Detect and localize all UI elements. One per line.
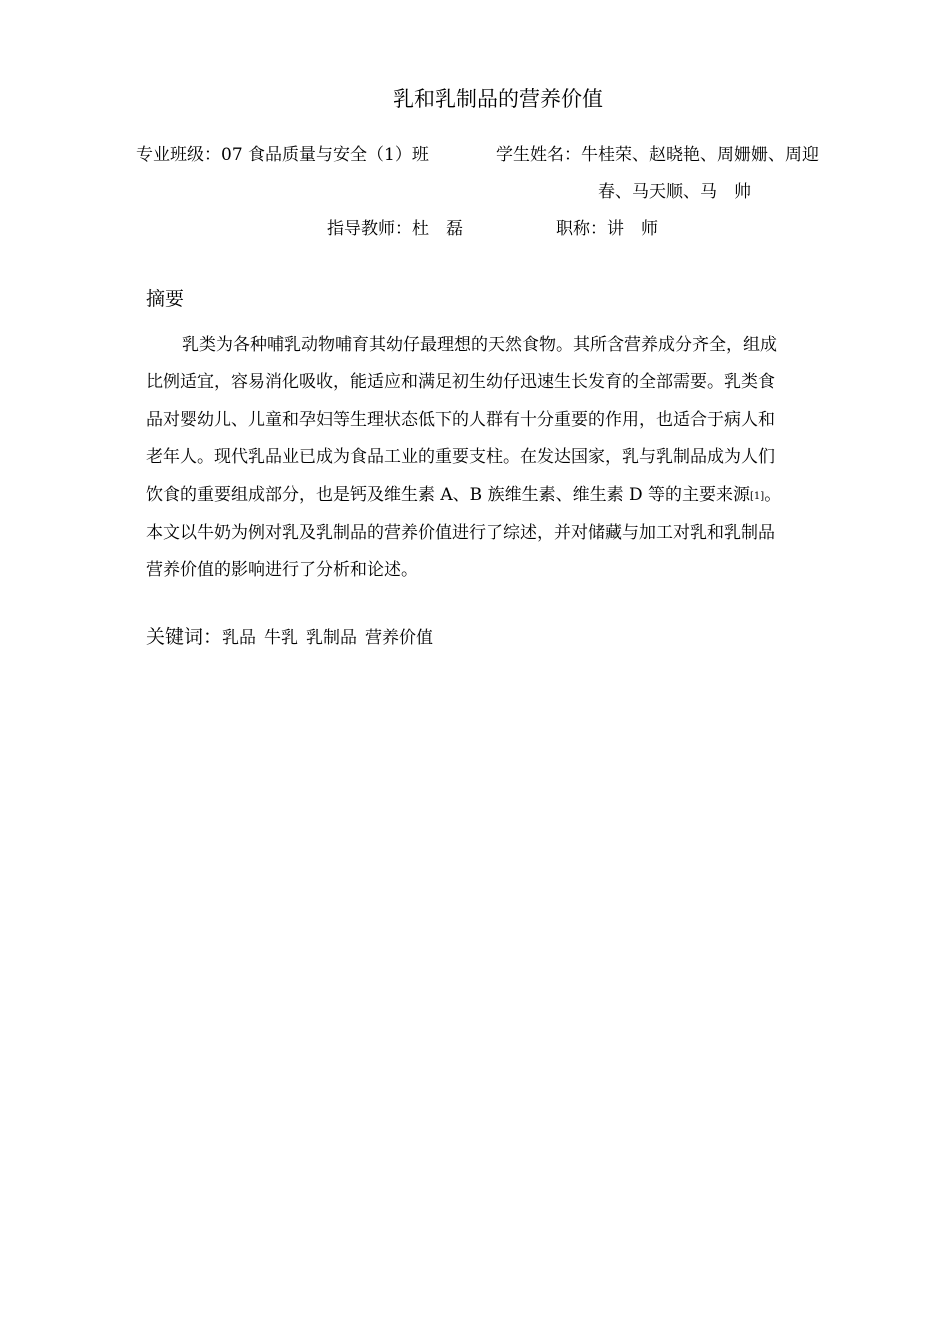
page-title: 乳和乳制品的营养价值: [393, 87, 603, 111]
class-field: [136, 143, 429, 167]
keyword: 乳制品: [306, 628, 358, 648]
abstract-line-with-citation: [146, 477, 858, 515]
students-line-1: 牛桂荣、赵晓艳、周姗姗、周迎: [581, 145, 819, 165]
abstract-line: 品对婴幼儿、儿童和孕妇等生理状态低下的人群有十分重要的作用，也适合于病人和: [146, 409, 775, 430]
keyword: 牛乳: [264, 628, 299, 648]
advisor-field: [327, 217, 463, 241]
abstract-body: [146, 327, 858, 590]
abstract-line: 比例适宜，容易消化吸收，能适应和满足初生幼仔迅速生长发育的全部需要。乳类食: [146, 372, 775, 393]
students-line-2: 春、马天顺、马 帅: [598, 182, 751, 202]
abstract-line: 老年人。现代乳品业已成为食品工业的重要支柱。在发达国家，乳与乳制品成为人们: [146, 447, 775, 468]
rank-label: 职称：: [556, 219, 607, 239]
advisor-value: 杜 磊: [412, 219, 463, 239]
abstract-heading: 摘要: [146, 288, 185, 310]
students-field: [496, 143, 819, 167]
class-value: 07 食品质量与安全（1）班: [221, 145, 429, 165]
class-label: 专业班级：: [136, 145, 221, 165]
abstract-line: 营养价值的影响进行了分析和论述。: [146, 560, 418, 581]
keyword: 营养价值: [365, 628, 434, 648]
abstract-line-text: 饮食的重要组成部分，也是钙及维生素 A、B 族维生素、维生素 D 等的主要来源: [146, 484, 751, 505]
abstract-line: 乳类为各种哺乳动物哺育其幼仔最理想的天然食物。其所含营养成分齐全，组成: [182, 335, 777, 355]
rank-field: [556, 217, 658, 241]
keyword: 乳品: [222, 628, 257, 648]
keywords-label: 关键词：: [146, 626, 223, 648]
keywords-row: [146, 622, 441, 653]
abstract-line: 本文以牛奶为例对乳及乳制品的营养价值进行了综述，并对储藏与加工对乳和乳制品: [146, 523, 775, 544]
abstract-line-end: 。: [764, 484, 782, 505]
citation-ref: [1]: [750, 490, 765, 502]
students-label: 学生姓名：: [496, 145, 581, 165]
rank-value: 讲 师: [607, 219, 658, 239]
advisor-label: 指导教师：: [327, 219, 412, 239]
